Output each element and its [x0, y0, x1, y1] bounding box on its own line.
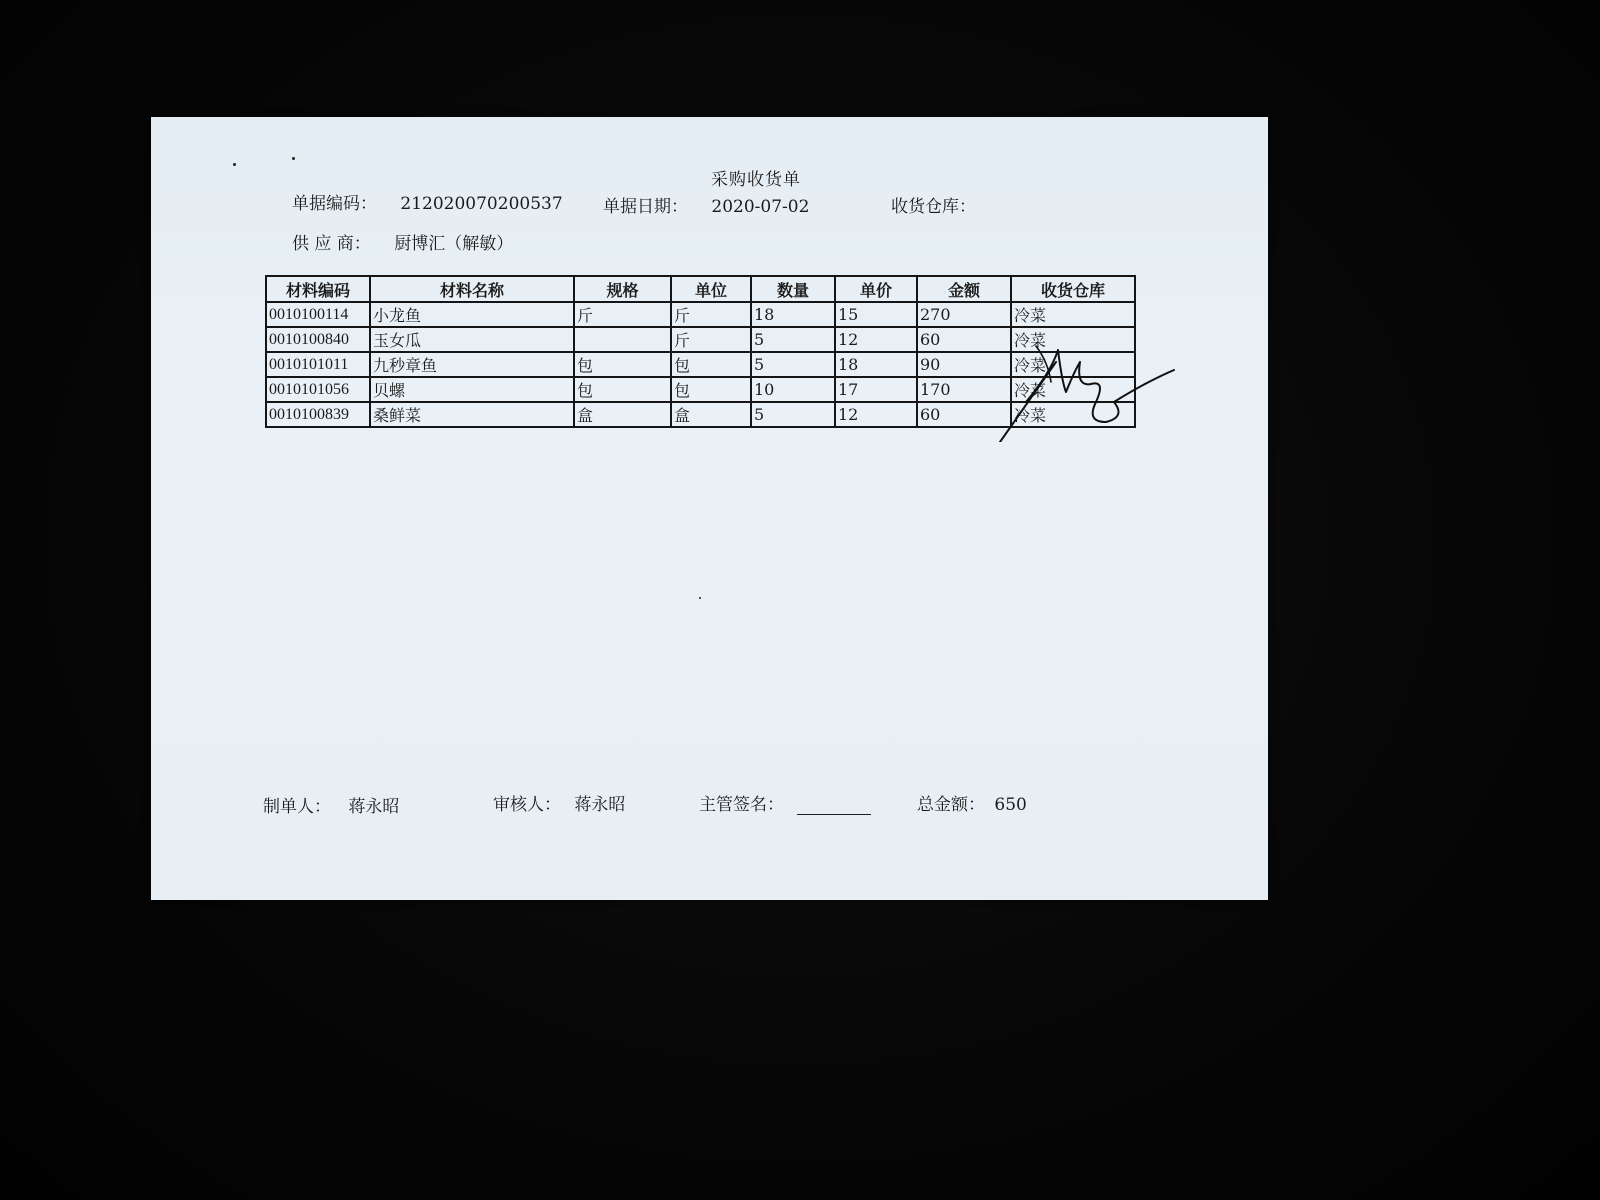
amount-cell: 90 — [917, 352, 1011, 377]
total-value: 650 — [994, 795, 1027, 815]
quantity-cell: 5 — [751, 352, 835, 377]
column-header: 材料名称 — [370, 276, 574, 302]
table-header-row — [266, 276, 1135, 302]
amount-cell: 60 — [917, 402, 1011, 427]
table-row — [266, 302, 1135, 327]
supplier-value: 厨博汇（解敏） — [394, 234, 514, 254]
unit-price-cell: 12 — [835, 402, 917, 427]
paper-speck — [233, 163, 236, 166]
doc-code-field — [292, 189, 563, 214]
column-header: 金额 — [917, 276, 1011, 302]
column-header: 数量 — [751, 276, 835, 302]
unit-price-cell: 18 — [835, 352, 917, 377]
document-title: 采购收货单 — [711, 170, 801, 190]
unit-price-cell: 17 — [835, 377, 917, 402]
items-table — [265, 275, 1136, 428]
total-label: 总金额： — [917, 795, 985, 815]
reviewer-value: 蒋永昭 — [574, 795, 626, 815]
supplier-field — [292, 229, 513, 254]
total-field — [917, 790, 1027, 815]
table-row — [266, 377, 1135, 402]
doc-date-value: 2020-07-02 — [711, 197, 810, 217]
paper-speck — [292, 157, 295, 160]
doc-date-label: 单据日期： — [603, 197, 688, 217]
unit-price-cell: 12 — [835, 327, 917, 352]
spec-cell: 包 — [574, 352, 671, 377]
spec-cell — [574, 327, 671, 352]
amount-cell: 60 — [917, 327, 1011, 352]
supervisor-label: 主管签名： — [699, 795, 784, 815]
material-name-cell: 九秒章鱼 — [370, 352, 574, 377]
reviewer-field — [493, 790, 625, 815]
unit-cell: 包 — [671, 352, 751, 377]
warehouse-label: 收货仓库： — [891, 197, 976, 217]
unit-cell: 斤 — [671, 302, 751, 327]
supplier-label: 供 应 商： — [292, 234, 371, 254]
maker-label: 制单人： — [263, 797, 331, 817]
warehouse-cell: 冷菜 — [1011, 352, 1135, 377]
quantity-cell: 5 — [751, 327, 835, 352]
doc-date-field — [603, 192, 809, 217]
reviewer-label: 审核人： — [493, 795, 561, 815]
warehouse-cell: 冷菜 — [1011, 377, 1135, 402]
material-name-cell: 贝螺 — [370, 377, 574, 402]
supervisor-signature-line — [797, 798, 871, 815]
quantity-cell: 10 — [751, 377, 835, 402]
material-code-cell: 0010101056 — [266, 377, 370, 402]
material-code-cell: 0010101011 — [266, 352, 370, 377]
column-header: 材料编码 — [266, 276, 370, 302]
column-header: 收货仓库 — [1011, 276, 1135, 302]
quantity-cell: 5 — [751, 402, 835, 427]
spec-cell: 斤 — [574, 302, 671, 327]
quantity-cell: 18 — [751, 302, 835, 327]
column-header: 规格 — [574, 276, 671, 302]
unit-cell: 包 — [671, 377, 751, 402]
maker-field — [263, 792, 399, 817]
doc-code-label: 单据编码： — [292, 194, 377, 214]
material-code-cell: 0010100114 — [266, 302, 370, 327]
spec-cell: 包 — [574, 377, 671, 402]
material-name-cell: 桑鲜菜 — [370, 402, 574, 427]
amount-cell: 170 — [917, 377, 1011, 402]
amount-cell: 270 — [917, 302, 1011, 327]
doc-code-value: 212020070200537 — [400, 194, 563, 214]
material-code-cell: 0010100840 — [266, 327, 370, 352]
warehouse-cell: 冷菜 — [1011, 402, 1135, 427]
unit-cell: 斤 — [671, 327, 751, 352]
table-row — [266, 402, 1135, 427]
maker-value: 蒋永昭 — [348, 797, 400, 817]
column-header: 单位 — [671, 276, 751, 302]
material-code-cell: 0010100839 — [266, 402, 370, 427]
table-row — [266, 327, 1135, 352]
paper-speck — [699, 597, 701, 599]
receipt-paper — [151, 117, 1268, 900]
column-header: 单价 — [835, 276, 917, 302]
table-row — [266, 352, 1135, 377]
warehouse-cell: 冷菜 — [1011, 327, 1135, 352]
material-name-cell: 玉女瓜 — [370, 327, 574, 352]
supervisor-field — [699, 790, 871, 815]
spec-cell: 盒 — [574, 402, 671, 427]
unit-price-cell: 15 — [835, 302, 917, 327]
unit-cell: 盒 — [671, 402, 751, 427]
material-name-cell: 小龙鱼 — [370, 302, 574, 327]
warehouse-field — [891, 192, 994, 217]
warehouse-cell: 冷菜 — [1011, 302, 1135, 327]
